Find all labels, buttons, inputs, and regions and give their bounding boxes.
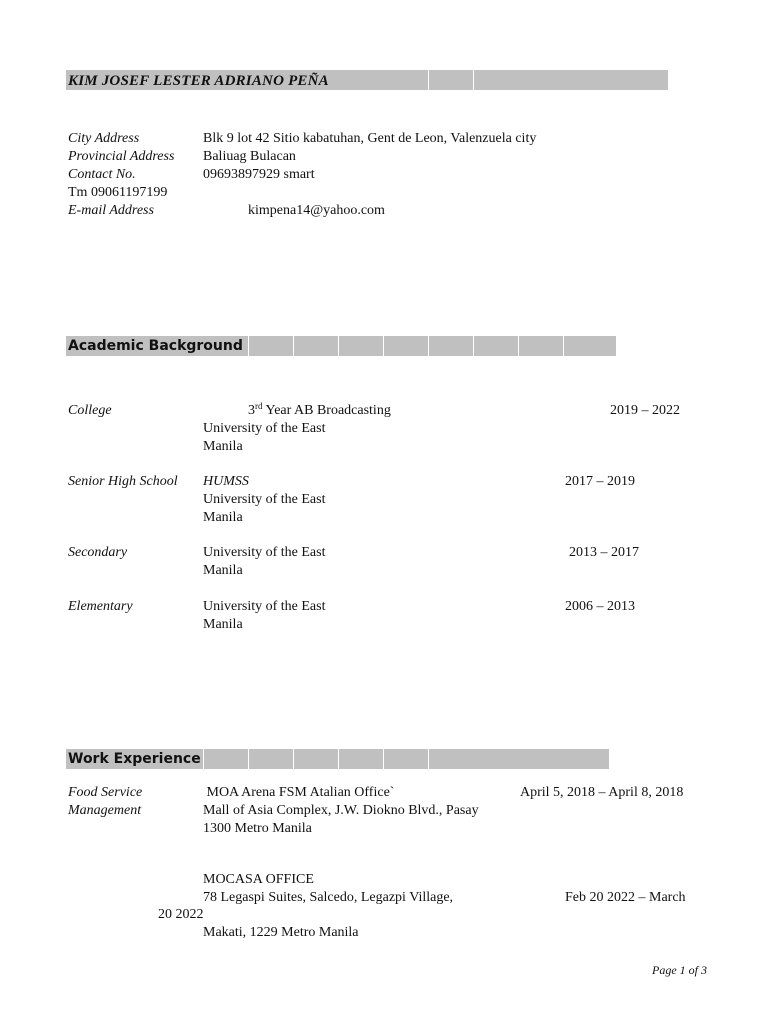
shs-city: Manila: [203, 510, 243, 525]
page-number: Page 1 of 3: [652, 963, 707, 977]
email-value: kimpena14@yahoo.com: [248, 203, 385, 218]
bar-divider: [383, 749, 384, 769]
bar-divider: [338, 336, 339, 356]
shs-school: University of the East: [203, 492, 326, 507]
email-label: E-mail Address: [68, 203, 154, 218]
bar-divider: [518, 336, 519, 356]
elementary-city: Manila: [203, 617, 243, 632]
bar-divider: [203, 749, 204, 769]
bar-divider: [248, 749, 249, 769]
college-program-name: Year AB Broadcasting: [262, 403, 391, 418]
bar-divider: [473, 70, 474, 90]
work-section-title: Work Experience: [68, 751, 201, 767]
contact-no-label: Contact No.: [68, 167, 136, 182]
shs-strand: HUMSS: [203, 474, 249, 489]
college-year-suffix: rd: [255, 401, 263, 411]
job1-label-line1: Food Service: [68, 785, 143, 800]
bar-divider: [338, 749, 339, 769]
job1-address-line1: Mall of Asia Complex, J.W. Diokno Blvd., Pasay: [203, 803, 479, 818]
bar-divider: [428, 70, 429, 90]
elementary-years: 2006 – 2013: [565, 599, 635, 614]
tm-number: Tm 09061197199: [68, 185, 168, 200]
bar-divider: [428, 336, 429, 356]
provincial-address-label: Provincial Address: [68, 149, 175, 164]
bar-divider: [248, 336, 249, 356]
job2-dates-part2: 20 2022: [158, 907, 204, 922]
elementary-school: University of the East: [203, 599, 326, 614]
bar-divider: [383, 336, 384, 356]
college-city: Manila: [203, 439, 243, 454]
college-school: University of the East: [203, 421, 326, 436]
bar-divider: [473, 336, 474, 356]
college-year-level: 3: [248, 403, 255, 418]
city-address-value: Blk 9 lot 42 Sitio kabatuhan, Gent de Leon, Valenzuela city: [203, 131, 537, 146]
job1-label-line2: Management: [68, 803, 142, 818]
college-label: College: [68, 403, 112, 418]
city-address-label: City Address: [68, 131, 140, 146]
secondary-label: Secondary: [68, 545, 128, 560]
secondary-city: Manila: [203, 563, 243, 578]
bar-divider: [428, 749, 429, 769]
shs-label: Senior High School: [68, 474, 178, 489]
job1-dates: April 5, 2018 – April 8, 2018: [520, 785, 684, 800]
job2-address-line2: Makati, 1229 Metro Manila: [203, 925, 359, 940]
applicant-name: KIM JOSEF LESTER ADRIANO PEÑA: [68, 73, 329, 89]
job2-dates-part1: Feb 20 2022 – March: [565, 890, 686, 905]
job1-address-line2: 1300 Metro Manila: [203, 821, 312, 836]
shs-years: 2017 – 2019: [565, 474, 635, 489]
job1-company: MOA Arena FSM Atalian Office`: [203, 785, 395, 800]
bar-divider: [563, 336, 564, 356]
job2-address-line1: 78 Legaspi Suites, Salcedo, Legazpi Village,: [203, 890, 454, 905]
bar-divider: [293, 749, 294, 769]
college-program: [248, 402, 391, 420]
secondary-years: 2013 – 2017: [569, 545, 639, 560]
secondary-school: University of the East: [203, 545, 326, 560]
college-years: 2019 – 2022: [610, 403, 680, 418]
contact-no-value: 09693897929 smart: [203, 167, 315, 182]
elementary-label: Elementary: [68, 599, 133, 614]
provincial-address-value: Baliuag Bulacan: [203, 149, 296, 164]
bar-divider: [293, 336, 294, 356]
academic-section-title: Academic Background: [68, 338, 243, 354]
job2-company: MOCASA OFFICE: [203, 872, 314, 887]
